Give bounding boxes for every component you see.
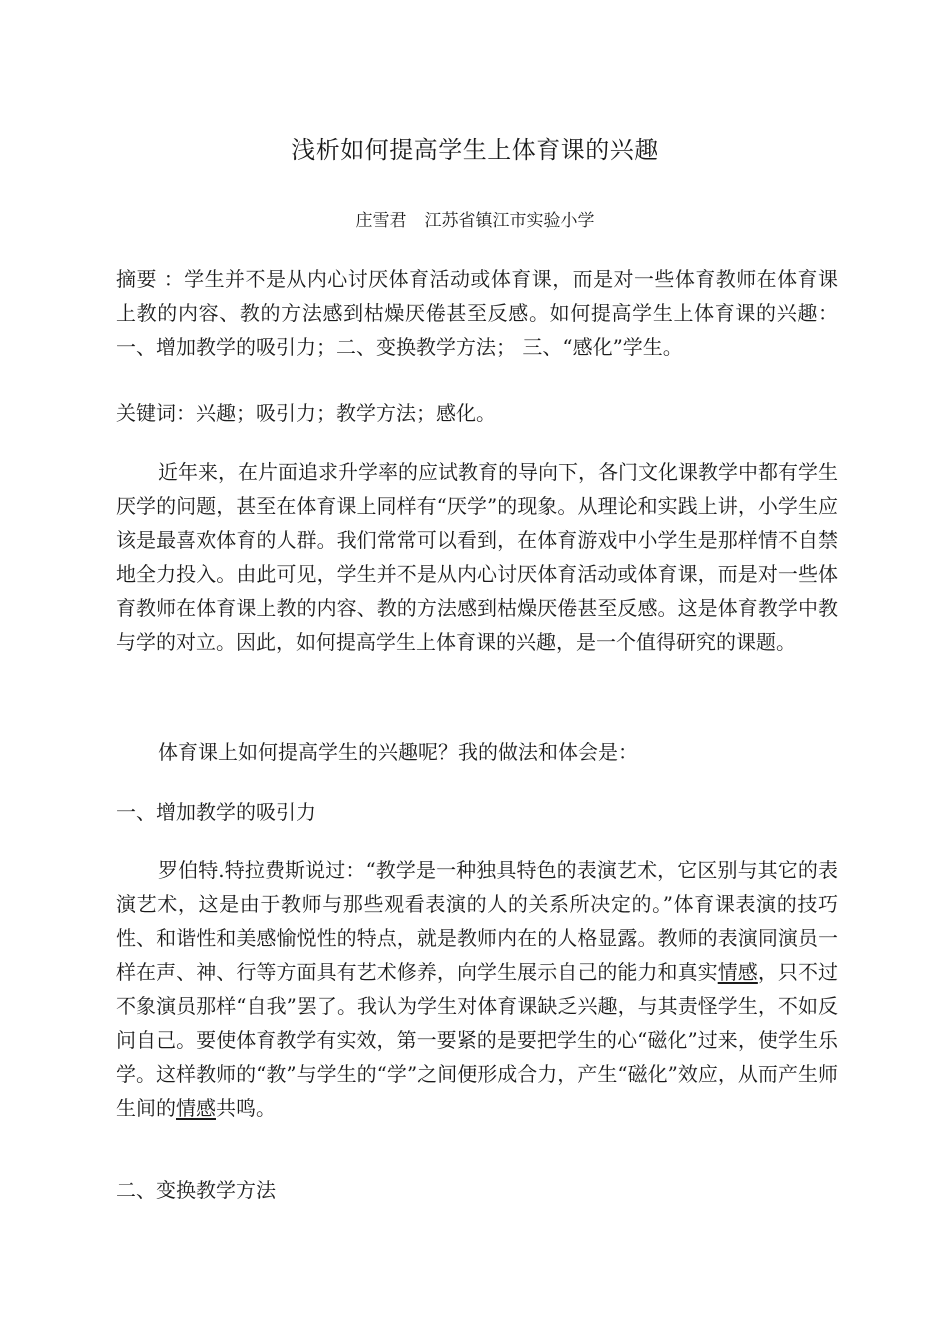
section-1-heading: 一、增加教学的吸引力 [116, 800, 316, 824]
author-line [0, 208, 950, 234]
keywords-paragraph [116, 396, 838, 430]
keywords-label: 关键词： [116, 401, 196, 425]
keywords-text: 兴趣；吸引力；教学方法；感化。 [196, 401, 496, 425]
intro-paragraph: 近年来，在片面追求升学率的应试教育的导向下，各门文化课教学中都有学生厌学的问题，甚至在体育课上同样有“厌学”的现象。从理论和实践上讲，小学生应该是最喜欢体育的人群。我们常常可以看到，在体育游戏中小学生是那样情不自禁地全力投入。由此可见，学生并不是从内心讨厌体育活动或体育课，而是对一些体育教师在体育课上教的内容、教的方法感到枯燥厌倦甚至反感。这是体育教学中教与学的对立。因此，如何提高学生上体育课的兴趣，是一个值得研究的课题。 [116, 460, 838, 654]
underlined-term: 情感 [717, 960, 758, 984]
section-2-heading: 二、变换教学方法 [116, 1178, 276, 1202]
question-paragraph: 体育课上如何提高学生的兴趣呢？我的做法和体会是： [158, 740, 638, 764]
section-1-text-a: 罗伯特.特拉费斯说过：“教学是一种独具特色的表演艺术，它区别与其它的表演艺术，这是由于教师与那些观看表演的人的关系所决定的。”体育课表演的技巧性、和谐性和美感愉悦性的特点，就是教师内在的人格显露。教师的表演同演员一样在声、神、行等方面具有艺术修养，向学生展示自己的能力和真实 [116, 858, 838, 984]
abstract-label: 摘要 ： [116, 267, 185, 291]
abstract-text: 学生并不是从内心讨厌体育活动或体育课，而是对一些体育教师在体育课上教的内容、教的方法感到枯燥厌倦甚至反感。如何提高学生上体育课的兴趣：一、增加教学的吸引力；二、变换教学方法； 三、“感化”学生。 [116, 267, 839, 359]
author-affiliation: 江苏省镇江市实验小学 [424, 211, 595, 231]
author-name: 庄雪君 [355, 211, 407, 231]
underlined-term: 情感 [176, 1096, 216, 1120]
section-1-text-b: ，只不过不象演员那样“自我”罢了。我认为学生对体育课缺乏兴趣，与其责怪学生，不如反问自己。要使体育教学有实效，第一要紧的是要把学生的心“磁化”过来，使学生乐学。这样教师的“教”与学生的“学”之间便形成合力，产生“磁化”效应，从而产生师生间的 [116, 960, 839, 1120]
section-1-text-c: 共鸣。 [216, 1096, 276, 1120]
document-title: 浅析如何提高学生上体育课的兴趣 [291, 136, 659, 164]
abstract-paragraph [116, 262, 838, 364]
section-1-paragraph [116, 853, 838, 1125]
